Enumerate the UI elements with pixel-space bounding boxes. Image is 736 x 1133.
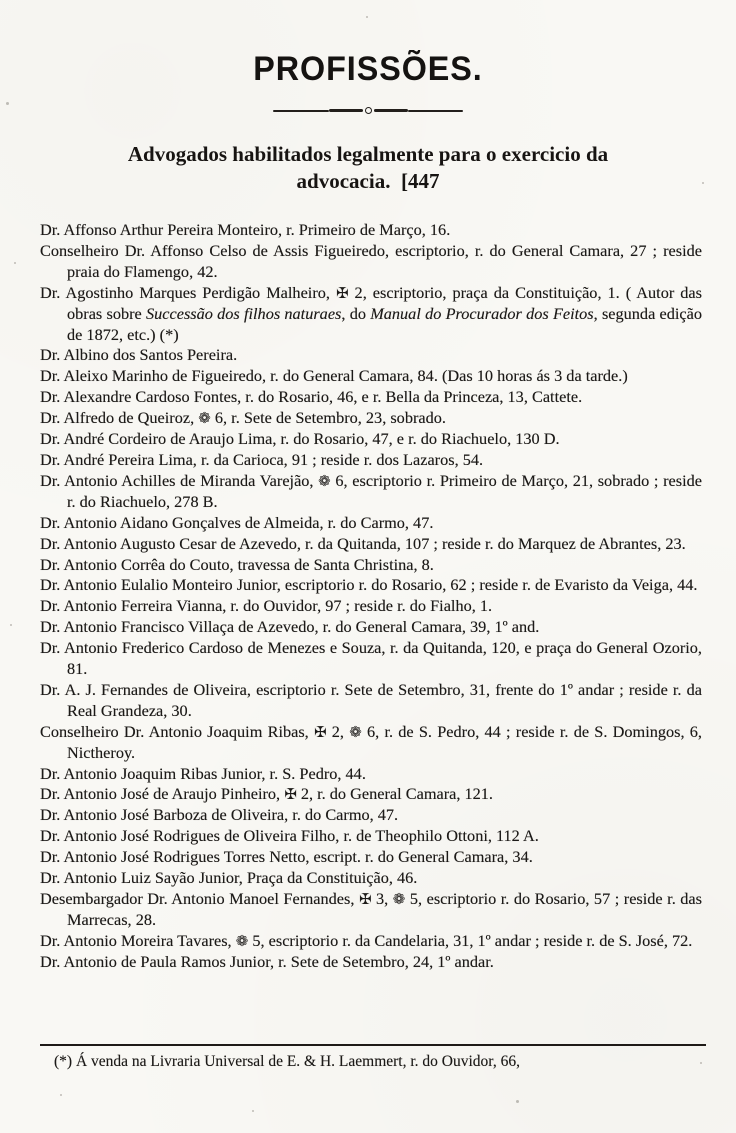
directory-entry: [40, 345, 702, 366]
rose-order-icon: ❁: [318, 471, 331, 490]
section-divider-ornament: [273, 106, 463, 115]
entry-text: Dr. Antonio de Paula Ramos Junior, r. Sete de Setembro, 24, 1º andar.: [40, 951, 494, 971]
directory-entry: [40, 805, 702, 826]
directory-entry: [40, 450, 702, 471]
page-title: PROFISSÕES.: [253, 50, 483, 88]
entry-text: Dr. Antonio José de Araujo Pinheiro,: [40, 784, 285, 804]
scan-speck: [14, 262, 16, 264]
entry-text: Dr. Antonio Ferreira Vianna, r. do Ouvidor, 97 ; reside r. do Fialho, 1.: [40, 596, 493, 616]
directory-entry: [40, 513, 702, 534]
divider-taper-left: [329, 109, 363, 112]
scan-speck: [702, 182, 704, 184]
scan-speck: [516, 1100, 519, 1103]
entry-text: 5, escriptorio r. do Rosario, 57 ; reside r. das Marrecas, 28.: [67, 889, 702, 929]
scan-speck: [366, 16, 368, 18]
rose-order-icon: ❁: [349, 722, 362, 741]
entry-text: Dr. Antonio Eulalio Monteiro Junior, escriptorio r. do Rosario, 62 ; reside r. de Evaristo da Veiga, 44.: [40, 575, 698, 595]
directory-entry: [40, 429, 702, 450]
directory-entry: [40, 826, 702, 847]
entry-text: Dr. Antonio Achilles de Miranda Varejão,: [40, 470, 319, 490]
cross-order-icon: ✠: [358, 890, 372, 908]
directory-entry: [40, 220, 702, 241]
directory-entry: [40, 764, 702, 785]
entry-text: Dr. Agostinho Marques Perdigão Malheiro,: [40, 282, 336, 302]
directory-entry: [40, 638, 702, 680]
entry-text: Dr. Antonio Joaquim Ribas Junior, r. S. Pedro, 44.: [40, 763, 366, 783]
entry-text: 2, r. do General Camara, 121.: [296, 784, 493, 804]
scan-speck: [10, 624, 12, 626]
entry-text: Manual do Procurador dos Feitos: [370, 303, 594, 323]
entry-text: Dr. A. J. Fernandes de Oliveira, escriptorio r. Sete de Setembro, 31, frente do 1º andar ; reside r. da Real Grandeza, 30.: [40, 679, 702, 720]
directory-entry: [40, 889, 702, 931]
directory-entry: [40, 952, 702, 973]
directory-entry: [40, 534, 702, 555]
directory-entry: [40, 387, 702, 408]
entry-text: , segunda edição de 1872, etc.) (*): [67, 303, 703, 344]
directory-entry: [40, 555, 702, 576]
entry-text: Dr. Antonio Aidano Gonçalves de Almeida, r. do Carmo, 47.: [40, 512, 434, 532]
section-heading-line2: advocacia. [447: [296, 169, 440, 193]
entry-text: Dr. André Pereira Lima, r. da Carioca, 91 ; reside r. dos Lazaros, 54.: [40, 449, 484, 469]
section-heading: [68, 141, 668, 195]
entry-text: Conselheiro Dr. Affonso Celso de Assis Figueiredo, escriptorio, r. do General Camara, 27 ; reside praia do Flamengo, 42.: [40, 240, 702, 281]
entry-text: Dr. Antonio Augusto Cesar de Azevedo, r. da Quitanda, 107 ; reside r. do Marquez de Abrantes, 23.: [40, 533, 686, 553]
entry-text: Dr. Albino dos Santos Pereira.: [40, 345, 238, 365]
entry-text: Dr. Antonio José Rodrigues Torres Netto, escript. r. do General Camara, 34.: [40, 847, 533, 867]
directory-entry: [40, 931, 702, 952]
scan-speck: [252, 1110, 254, 1112]
directory-entry: [40, 784, 702, 805]
directory-entry: [40, 847, 702, 868]
entry-text: Dr. Alexandre Cardoso Fontes, r. do Rosario, 46, e r. Bella da Princeza, 13, Cattete.: [40, 387, 583, 407]
cross-order-icon: ✠: [284, 785, 297, 804]
section-heading-line1: Advogados habilitados legalmente para o exercicio da: [127, 142, 609, 166]
directory-entry: [40, 241, 702, 283]
entry-text: Dr. André Cordeiro de Araujo Lima, r. do Rosario, 47, e r. do Riachuelo, 130 D.: [40, 429, 560, 449]
divider-line-left: [273, 110, 329, 112]
entry-text: Dr. Alfredo de Queiroz,: [40, 408, 199, 428]
rose-order-icon: ❁: [198, 409, 211, 428]
divider-taper-right: [374, 109, 408, 112]
cross-order-icon: ✠: [313, 722, 327, 741]
directory-entry: [40, 366, 702, 387]
lawyer-directory-list: [40, 220, 702, 973]
scan-speck: [6, 102, 9, 105]
entry-text: Dr. Affonso Arthur Pereira Monteiro, r. Primeiro de Março, 16.: [40, 220, 451, 239]
directory-entry: [40, 680, 702, 722]
directory-entry: [40, 471, 702, 513]
footnote-section: [40, 1044, 706, 1071]
entry-text: Dr. Antonio José Barboza de Oliveira, r. do Carmo, 47.: [40, 805, 399, 825]
entry-text: Conselheiro Dr. Antonio Joaquim Ribas,: [40, 721, 314, 741]
entry-text: Dr. Antonio Luiz Sayão Junior, Praça da Constituição, 46.: [40, 868, 418, 888]
directory-entry: [40, 596, 702, 617]
directory-entry: [40, 408, 702, 429]
rose-order-icon: ❁: [392, 890, 406, 908]
entry-text: Dr. Antonio Frederico Cardoso de Menezes e Souza, r. da Quitanda, 120, e praça do General Ozorio, 81.: [40, 638, 702, 679]
directory-entry: [40, 617, 702, 638]
divider-bead-icon: [365, 107, 372, 114]
directory-entry: [40, 722, 702, 764]
cross-order-icon: ✠: [335, 283, 349, 302]
entry-text: 2, escriptorio, praça da Constituição, 1. ( Autor das obras sobre: [67, 282, 702, 323]
entry-text: Dr. Antonio Francisco Villaça de Azevedo, r. do General Camara, 39, 1º and.: [40, 617, 540, 637]
entry-text: , do: [341, 303, 371, 323]
divider-line-right: [408, 110, 464, 112]
directory-entry: [40, 283, 702, 346]
entry-text: 3,: [371, 889, 393, 908]
entry-text: Dr. Antonio José Rodrigues de Oliveira Filho, r. de Theophilo Ottoni, 112 A.: [40, 826, 539, 846]
scan-speck: [700, 1062, 702, 1064]
scan-speck: [60, 1094, 62, 1096]
directory-entry: [40, 575, 702, 596]
entry-text: Successão dos filhos naturaes: [146, 303, 342, 323]
entry-text: 6, escriptorio r. Primeiro de Março, 21, sobrado ; reside r. do Riachuelo, 278 B.: [67, 470, 702, 511]
entry-text: Desembargador Dr. Antonio Manoel Fernandes,: [40, 889, 359, 908]
entry-text: Dr. Antonio Moreira Tavares,: [40, 930, 236, 950]
footnote-text: (*) Á venda na Livraria Universal de E. & H. Laemmert, r. do Ouvidor, 66,: [54, 1053, 520, 1070]
directory-entry: [40, 868, 702, 889]
entry-text: 2,: [326, 721, 350, 741]
entry-text: 5, escriptorio r. da Candelaria, 31, 1º andar ; reside r. de S. José, 72.: [248, 930, 693, 950]
entry-text: Dr. Aleixo Marinho de Figueiredo, r. do General Camara, 84. (Das 10 horas ás 3 da tarde.): [40, 366, 628, 386]
entry-text: Dr. Antonio Corrêa do Couto, travessa de Santa Christina, 8.: [40, 554, 434, 574]
entry-text: 6, r. Sete de Setembro, 23, sobrado.: [210, 408, 446, 428]
entry-text: 6, r. de S. Pedro, 44 ; reside r. de S. Domingos, 6, Nictheroy.: [67, 721, 702, 762]
rose-order-icon: ❁: [235, 931, 249, 950]
